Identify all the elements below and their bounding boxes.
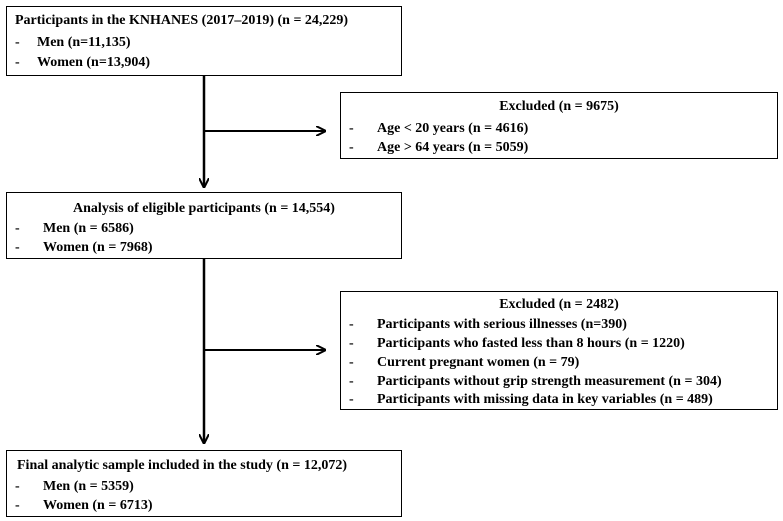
item-text: Women (n = 6713) — [43, 498, 153, 513]
excluded-2-item — [349, 390, 774, 409]
bullet-dash: - — [349, 392, 354, 407]
eligible-box — [6, 192, 402, 259]
eligible-women — [15, 238, 395, 257]
bullet-dash: - — [349, 140, 354, 155]
participants-box — [6, 6, 402, 76]
participants-women — [15, 53, 395, 72]
participants-title: Participants in the KNHANES (2017‒2019) (n = 24,229) — [15, 13, 349, 28]
bullet-dash: - — [15, 240, 20, 255]
participants-men — [15, 33, 395, 52]
item-text: Men (n = 5359) — [43, 479, 134, 494]
bullet-dash: - — [15, 221, 20, 236]
bullet-dash: - — [349, 355, 354, 370]
bullet-dash: - — [15, 55, 20, 70]
excluded-2-item — [349, 315, 774, 334]
eligible-men — [15, 219, 395, 238]
excluded-1-item — [349, 119, 769, 138]
excluded-2-item — [349, 372, 774, 391]
item-text: Participants who fasted less than 8 hours (n = 1220) — [377, 336, 685, 351]
excluded-2-item — [349, 334, 774, 353]
final-sample-box — [6, 450, 402, 517]
item-text: Participants with serious illnesses (n=390) — [377, 317, 627, 332]
bullet-dash: - — [15, 479, 20, 494]
excluded-box-2 — [340, 291, 778, 410]
excluded-1-title: Excluded (n = 9675) — [499, 99, 619, 114]
eligible-title: Analysis of eligible participants (n = 14,554) — [73, 201, 335, 216]
bullet-dash: - — [349, 374, 354, 389]
item-text: Age > 64 years (n = 5059) — [377, 140, 529, 155]
bullet-dash: - — [15, 35, 20, 50]
final-women — [15, 496, 395, 515]
bullet-dash: - — [15, 498, 20, 513]
item-text: Women (n = 7968) — [43, 240, 153, 255]
item-text: Women (n=13,904) — [37, 55, 150, 70]
item-text: Men (n=11,135) — [37, 35, 131, 50]
excluded-2-item — [349, 353, 774, 372]
excluded-box-1 — [340, 92, 778, 159]
item-text: Men (n = 6586) — [43, 221, 134, 236]
final-sample-title: Final analytic sample included in the study (n = 12,072) — [17, 458, 348, 473]
final-men — [15, 477, 395, 496]
item-text: Participants without grip strength measurement (n = 304) — [377, 374, 722, 389]
bullet-dash: - — [349, 121, 354, 136]
excluded-2-title: Excluded (n = 2482) — [499, 297, 619, 312]
bullet-dash: - — [349, 336, 354, 351]
bullet-dash: - — [349, 317, 354, 332]
excluded-1-item — [349, 138, 769, 157]
item-text: Current pregnant women (n = 79) — [377, 355, 580, 370]
item-text: Age < 20 years (n = 4616) — [377, 121, 529, 136]
item-text: Participants with missing data in key variables (n = 489) — [377, 392, 713, 407]
